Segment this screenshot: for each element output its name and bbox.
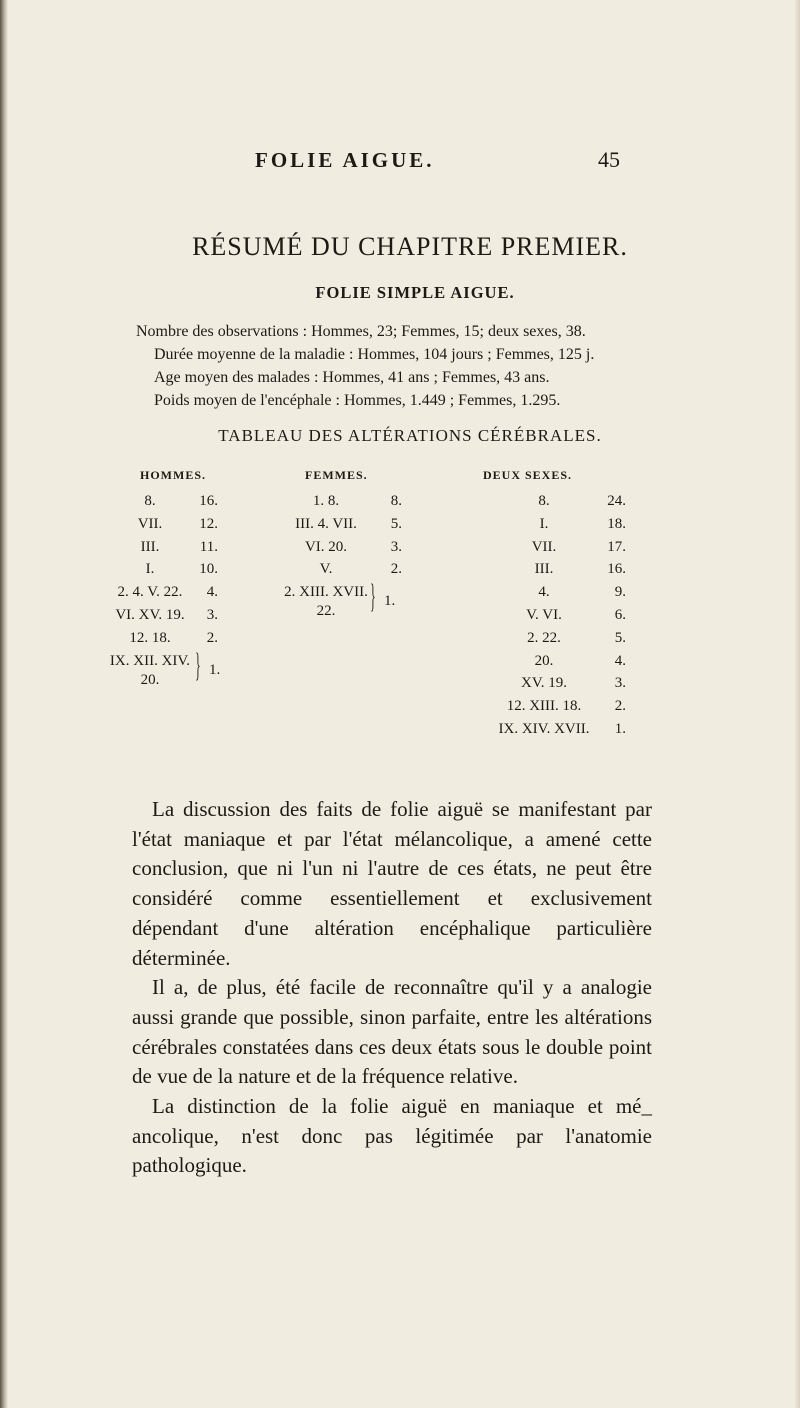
table-cell-lesion: III. 4. VII.	[295, 515, 357, 532]
table-cell-lesion: 22.	[316, 603, 336, 620]
chapter-title: RÉSUMÉ DU CHAPITRE PREMIER.	[192, 232, 628, 261]
table-cell-lesion: III.	[140, 538, 160, 555]
table-cell-lesion: 8.	[538, 493, 550, 509]
table-cell-count: 16.	[199, 493, 218, 509]
table-cell-lesion: 12. 18.	[129, 629, 171, 646]
table-cell-lesion: VI. 20.	[304, 538, 348, 555]
column-header-femmes: FEMMES.	[305, 468, 368, 482]
table-cell-count: 2.	[614, 698, 626, 715]
paragraph: La distinction de la folie aiguë en maniaque et mé_ ancolique, n'est donc pas légitimée par l'anatomie pathologique.	[132, 1094, 652, 1178]
table-cell-lesion: VII.	[137, 515, 163, 532]
table-cell-lesion: V.	[319, 561, 333, 578]
brace-mark: }	[195, 646, 201, 684]
table-cell-lesion: 8.	[144, 493, 156, 509]
table-cell-lesion: 2. XIII. XVII.	[284, 584, 368, 601]
table-cell-lesion: I.	[145, 561, 155, 578]
table-cell-count: 6.	[614, 607, 626, 623]
summary-block	[136, 320, 656, 412]
column-header-deux-sexes: DEUX SEXES.	[483, 468, 573, 482]
table-cell-count: 3.	[390, 538, 402, 555]
table-cell-count: 11.	[199, 538, 218, 555]
table-cell-lesion: III.	[534, 561, 554, 578]
paragraph: Il a, de plus, été facile de reconnaître qu'il y a analogie aussi grande que possible, sinon parfaite, entre les altérations cérébrales constatées dans ces deux états sous le double point de vue de la nature et de la fréquence relative.	[132, 975, 652, 1089]
running-header	[0, 148, 800, 178]
body-text	[132, 795, 652, 1181]
running-title: FOLIE AIGUE.	[255, 148, 435, 172]
table-cell-count: 18.	[607, 515, 626, 532]
table-cell-lesion: 12. XIII. 18.	[506, 698, 582, 715]
table-cell-count: 2.	[390, 561, 402, 578]
table-cell-lesion: 20.	[534, 652, 554, 669]
table-cell-lesion: 4.	[538, 584, 550, 601]
summary-line: Poids moyen de l'encéphale : Hommes, 1.449 ; Femmes, 1.295.	[154, 392, 561, 409]
table-cell-lesion: VII.	[531, 538, 557, 555]
table-cell-lesion: 2. 4. V. 22.	[117, 584, 183, 601]
table-cell-count: 5.	[614, 629, 626, 646]
section-subtitle: FOLIE SIMPLE AIGUE.	[315, 283, 515, 302]
table-cell-count: 5.	[390, 515, 402, 532]
table-cell-count: 4.	[614, 652, 626, 669]
table-cell-count: 4.	[206, 584, 218, 601]
table-cell-count: 10.	[199, 561, 218, 578]
table-cell-lesion: 2. 22.	[527, 629, 561, 646]
table-cell-count: 24.	[607, 493, 626, 509]
table-cell-count: 16.	[607, 561, 626, 578]
summary-line: Nombre des observations : Hommes, 23; Femmes, 15; deux sexes, 38.	[136, 323, 586, 340]
table-cell-count: 8.	[390, 493, 402, 509]
table-cell-count: 3.	[206, 607, 218, 623]
table-title: TABLEAU DES ALTÉRATIONS CÉRÉBRALES.	[218, 426, 602, 445]
table-cell-count: 9.	[614, 584, 626, 601]
table-cell-lesion: I.	[539, 515, 549, 532]
table-cell-lesion: V. VI.	[526, 607, 562, 623]
page-number: 45	[598, 147, 620, 172]
table-cell-lesion: VI. XV. 19.	[115, 607, 185, 623]
table-cell-count: 2.	[206, 629, 218, 646]
table-cell-lesion: 20.	[140, 671, 160, 688]
table-cell-count: 3.	[614, 675, 626, 692]
column-header-hommes: HOMMES.	[140, 468, 206, 482]
summary-line: Age moyen des malades : Hommes, 41 ans ; Femmes, 43 ans.	[154, 369, 550, 386]
table-cell-count: 1.	[209, 661, 221, 678]
table-cell-count: 1.	[384, 593, 396, 610]
table-cell-lesion: IX. XII. XIV.	[109, 652, 191, 669]
summary-line: Durée moyenne de la maladie : Hommes, 104 jours ; Femmes, 125 j.	[154, 346, 595, 363]
table-cell-lesion: IX. XIV. XVII.	[498, 721, 590, 737]
table-cell-count: 1.	[614, 721, 626, 737]
table-cell-count: 17.	[607, 538, 626, 555]
table-cell-lesion: XV. 19.	[521, 675, 567, 692]
paragraph: La discussion des faits de folie aiguë se manifestant par l'état maniaque et par l'état mélancolique, a amené cette conclusion, que ni l'un ni l'autre de ces états, ne peut être considéré comme essentiellement et exclusivement dépendant d'une altération encéphalique particulière déterminée.	[132, 797, 652, 970]
table-cell-lesion: 1. 8.	[312, 493, 340, 509]
table-cell-count: 12.	[199, 515, 218, 532]
lesion-table	[0, 492, 800, 792]
brace-mark: }	[370, 578, 376, 616]
